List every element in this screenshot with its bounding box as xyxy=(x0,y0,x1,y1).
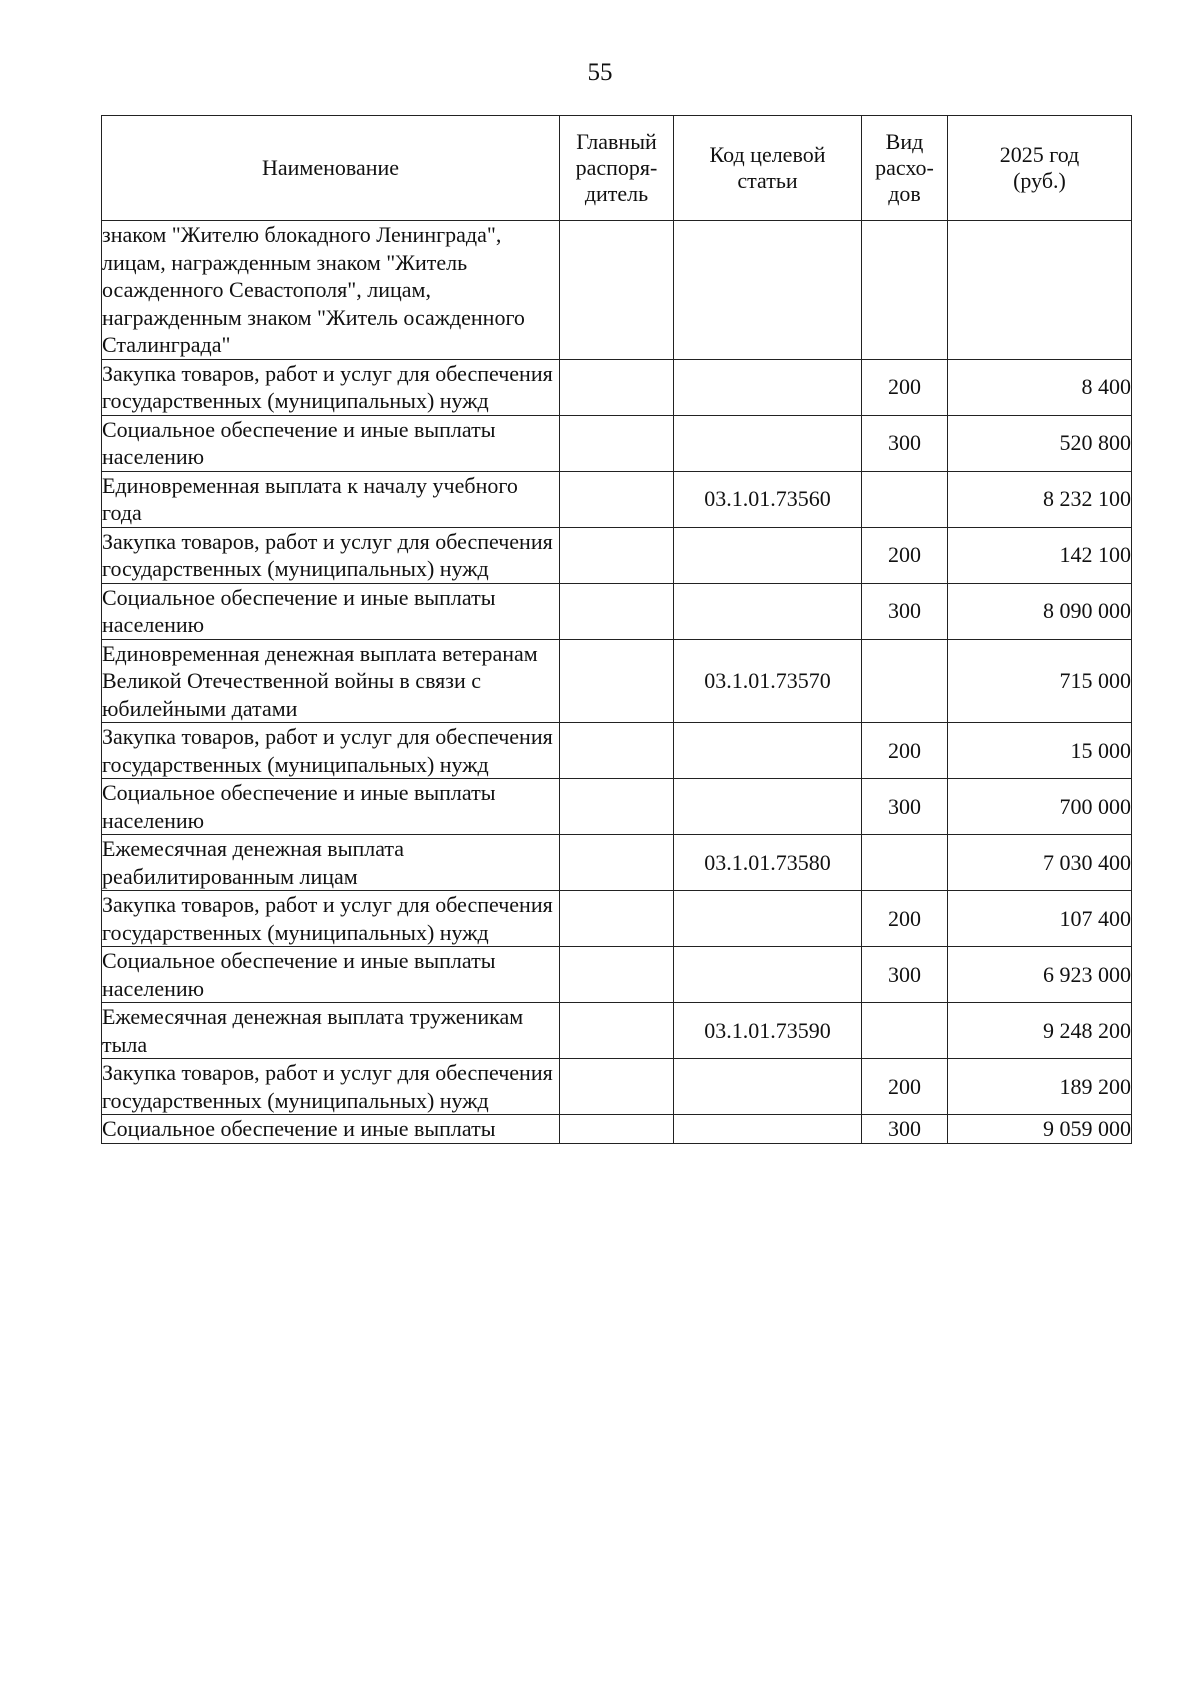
cell-name: Закупка товаров, работ и услуг для обеспечения государственных (муниципальных) нужд xyxy=(102,527,560,583)
table-row xyxy=(102,1059,1132,1115)
cell-name: Социальное обеспечение и иные выплаты населению xyxy=(102,583,560,639)
cell-amount xyxy=(948,221,1132,360)
cell-amount: 700 000 xyxy=(948,779,1132,835)
cell-name: Закупка товаров, работ и услуг для обеспечения государственных (муниципальных) нужд xyxy=(102,723,560,779)
cell-name: Единовременная денежная выплата ветеранам Великой Отечественной войны в связи с юбилейными датами xyxy=(102,639,560,723)
cell-target-code xyxy=(674,221,862,360)
header-name: Наименование xyxy=(102,116,560,221)
cell-administrator xyxy=(560,639,674,723)
cell-name: знаком "Жителю блокадного Ленинграда", лицам, награжденным знаком "Житель осажденного Севастополя", лицам, награжденным знаком "Житель осажденного Сталинграда" xyxy=(102,221,560,360)
cell-expense-type: 200 xyxy=(862,527,948,583)
cell-amount: 8 400 xyxy=(948,359,1132,415)
table-row xyxy=(102,221,1132,360)
table-row xyxy=(102,779,1132,835)
table-row xyxy=(102,471,1132,527)
cell-administrator xyxy=(560,1003,674,1059)
cell-amount: 8 232 100 xyxy=(948,471,1132,527)
cell-target-code xyxy=(674,1115,862,1144)
table-row xyxy=(102,527,1132,583)
table-row xyxy=(102,583,1132,639)
cell-administrator xyxy=(560,1059,674,1115)
cell-expense-type: 300 xyxy=(862,583,948,639)
cell-administrator xyxy=(560,415,674,471)
cell-name: Социальное обеспечение и иные выплаты населению xyxy=(102,947,560,1003)
cell-amount: 715 000 xyxy=(948,639,1132,723)
page-number: 55 xyxy=(587,59,613,86)
table-body xyxy=(102,221,1132,1144)
header-administrator: Главный распоря-дитель xyxy=(560,116,674,221)
table-row xyxy=(102,639,1132,723)
table-row xyxy=(102,891,1132,947)
cell-administrator xyxy=(560,583,674,639)
cell-name: Закупка товаров, работ и услуг для обеспечения государственных (муниципальных) нужд xyxy=(102,359,560,415)
cell-amount: 9 059 000 xyxy=(948,1115,1132,1144)
cell-target-code xyxy=(674,947,862,1003)
table-row xyxy=(102,947,1132,1003)
cell-target-code xyxy=(674,1059,862,1115)
cell-target-code xyxy=(674,891,862,947)
cell-expense-type xyxy=(862,639,948,723)
cell-expense-type: 200 xyxy=(862,723,948,779)
cell-amount: 520 800 xyxy=(948,415,1132,471)
cell-target-code: 03.1.01.73560 xyxy=(674,471,862,527)
cell-name: Социальное обеспечение и иные выплаты населению xyxy=(102,415,560,471)
cell-name: Закупка товаров, работ и услуг для обеспечения государственных (муниципальных) нужд xyxy=(102,891,560,947)
table-row xyxy=(102,359,1132,415)
cell-expense-type xyxy=(862,221,948,360)
budget-table xyxy=(101,115,1132,1144)
cell-target-code: 03.1.01.73570 xyxy=(674,639,862,723)
cell-expense-type: 300 xyxy=(862,947,948,1003)
cell-amount: 6 923 000 xyxy=(948,947,1132,1003)
table-row xyxy=(102,835,1132,891)
cell-administrator xyxy=(560,723,674,779)
header-expense-type: Вид расхо-дов xyxy=(862,116,948,221)
cell-administrator xyxy=(560,779,674,835)
header-target-code: Код целевой статьи xyxy=(674,116,862,221)
cell-administrator xyxy=(560,835,674,891)
cell-expense-type: 300 xyxy=(862,1115,948,1144)
table-header-row xyxy=(102,116,1132,221)
cell-expense-type: 200 xyxy=(862,359,948,415)
cell-administrator xyxy=(560,471,674,527)
cell-name: Единовременная выплата к началу учебного года xyxy=(102,471,560,527)
cell-administrator xyxy=(560,221,674,360)
table-row xyxy=(102,723,1132,779)
cell-amount: 142 100 xyxy=(948,527,1132,583)
cell-amount: 7 030 400 xyxy=(948,835,1132,891)
cell-administrator xyxy=(560,891,674,947)
cell-administrator xyxy=(560,527,674,583)
cell-target-code xyxy=(674,583,862,639)
cell-expense-type: 200 xyxy=(862,891,948,947)
cell-name: Ежемесячная денежная выплата труженикам тыла xyxy=(102,1003,560,1059)
table-row xyxy=(102,1115,1132,1144)
cell-administrator xyxy=(560,359,674,415)
cell-expense-type: 200 xyxy=(862,1059,948,1115)
cell-amount: 9 248 200 xyxy=(948,1003,1132,1059)
cell-target-code xyxy=(674,723,862,779)
cell-amount: 107 400 xyxy=(948,891,1132,947)
cell-target-code xyxy=(674,415,862,471)
cell-target-code xyxy=(674,527,862,583)
table-row xyxy=(102,1003,1132,1059)
cell-amount: 15 000 xyxy=(948,723,1132,779)
header-amount-2025: 2025 год (руб.) xyxy=(948,116,1132,221)
cell-name: Закупка товаров, работ и услуг для обеспечения государственных (муниципальных) нужд xyxy=(102,1059,560,1115)
cell-expense-type: 300 xyxy=(862,779,948,835)
cell-expense-type: 300 xyxy=(862,415,948,471)
cell-expense-type xyxy=(862,471,948,527)
cell-target-code: 03.1.01.73590 xyxy=(674,1003,862,1059)
cell-target-code xyxy=(674,359,862,415)
cell-amount: 189 200 xyxy=(948,1059,1132,1115)
cell-name: Социальное обеспечение и иные выплаты населению xyxy=(102,779,560,835)
cell-target-code: 03.1.01.73580 xyxy=(674,835,862,891)
cell-target-code xyxy=(674,779,862,835)
cell-administrator xyxy=(560,947,674,1003)
cell-amount: 8 090 000 xyxy=(948,583,1132,639)
cell-name: Ежемесячная денежная выплата реабилитированным лицам xyxy=(102,835,560,891)
cell-expense-type xyxy=(862,835,948,891)
table-row xyxy=(102,415,1132,471)
cell-expense-type xyxy=(862,1003,948,1059)
cell-administrator xyxy=(560,1115,674,1144)
cell-name: Социальное обеспечение и иные выплаты xyxy=(102,1115,560,1144)
